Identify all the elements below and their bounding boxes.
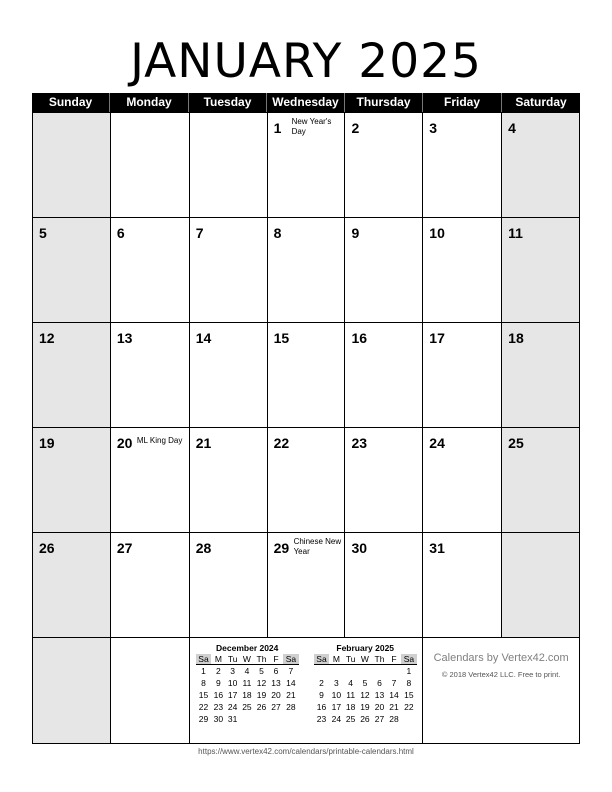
day-cell <box>423 323 502 428</box>
day-number: 29 <box>273 540 290 556</box>
day-cell <box>423 533 502 638</box>
mini-day <box>401 713 417 725</box>
brand-link[interactable]: Calendars by Vertex42.com <box>433 652 569 664</box>
mini-day: 1 <box>406 666 412 676</box>
mini-weekday-header: Th <box>254 654 269 665</box>
day-number: 22 <box>273 435 290 451</box>
day-cell <box>111 323 190 428</box>
mini-day: 22 <box>198 702 209 712</box>
weekday-wednesday: Wednesday <box>267 93 345 112</box>
mini-day: 3 <box>230 666 236 676</box>
mini-day: 14 <box>286 678 296 688</box>
holiday-note: Chinese New Year <box>293 537 342 556</box>
day-number: 24 <box>429 435 445 451</box>
weekday-sunday: Sunday <box>32 93 110 112</box>
calendar-grid <box>32 112 580 744</box>
day-cell <box>33 428 111 533</box>
mini-day: 5 <box>259 666 264 676</box>
mini-weekday-header: Sa <box>196 654 212 665</box>
day-cell <box>345 113 423 218</box>
copyright-text: © 2018 Vertex42 LLC. Free to print. <box>441 670 561 679</box>
mini-day: 10 <box>331 690 342 700</box>
day-cell <box>111 113 190 218</box>
mini-day: 12 <box>256 678 267 688</box>
mini-day: 26 <box>256 702 267 712</box>
mini-weekday-header: M <box>329 654 343 665</box>
day-number: 27 <box>116 540 133 556</box>
mini-day <box>240 713 254 725</box>
day-number: 1 <box>273 120 282 136</box>
mini-weekday-header: Tu <box>343 654 357 665</box>
day-cell <box>190 533 268 638</box>
mini-weekday-header: Sa <box>401 654 417 665</box>
mini-day: 21 <box>286 690 296 700</box>
day-number: 26 <box>39 540 55 556</box>
mini-day: 12 <box>360 690 370 700</box>
mini-day: 1 <box>201 666 206 676</box>
day-cell <box>268 533 346 638</box>
day-number: 12 <box>39 330 55 346</box>
mini-weekday-header: Sa <box>314 654 330 665</box>
mini-day: 2 <box>216 666 221 676</box>
mini-weekday-header: W <box>240 654 254 665</box>
mini-weekday-header: Sa <box>283 654 299 665</box>
day-cell <box>502 113 580 218</box>
day-number: 6 <box>116 225 125 241</box>
day-number: 30 <box>351 540 368 556</box>
day-cell <box>502 428 580 533</box>
mini-day: 8 <box>201 678 206 688</box>
day-number: 3 <box>429 120 438 136</box>
weekday-header-row <box>32 93 580 112</box>
footer-empty-cell <box>33 638 111 744</box>
mini-day: 28 <box>389 714 399 724</box>
mini-day: 8 <box>406 678 412 688</box>
day-cell <box>268 218 346 323</box>
day-cell <box>33 218 111 323</box>
mini-day: 2 <box>319 678 324 688</box>
day-number: 16 <box>351 330 368 346</box>
mini-calendar-title: February 2025 <box>336 643 395 653</box>
day-cell <box>190 428 268 533</box>
mini-weekday-header: Th <box>372 654 387 665</box>
day-cell <box>502 323 580 428</box>
mini-day <box>283 713 299 725</box>
mini-day: 15 <box>404 690 414 700</box>
mini-day: 10 <box>227 678 238 688</box>
week-row <box>33 533 580 638</box>
footer-empty-cell <box>111 638 190 744</box>
mini-day: 7 <box>391 678 397 688</box>
mini-calendar <box>196 643 299 725</box>
mini-day: 27 <box>271 702 281 712</box>
mini-day: 23 <box>213 702 224 712</box>
day-cell <box>423 428 502 533</box>
day-number: 8 <box>273 225 282 241</box>
day-number: 7 <box>195 225 204 241</box>
week-row <box>33 323 580 428</box>
mini-day: 22 <box>404 702 414 712</box>
mini-day: 9 <box>319 690 324 700</box>
day-cell <box>111 428 190 533</box>
mini-day: 17 <box>331 702 342 712</box>
day-number: 28 <box>195 540 212 556</box>
mini-day: 16 <box>316 702 327 712</box>
mini-day: 11 <box>346 690 356 700</box>
mini-calendars-cell <box>190 638 424 744</box>
mini-day: 3 <box>334 678 339 688</box>
day-cell <box>423 113 502 218</box>
mini-day: 20 <box>374 702 385 712</box>
day-cell <box>345 218 423 323</box>
day-number: 10 <box>429 225 445 241</box>
mini-day: 25 <box>242 702 252 712</box>
mini-day: 24 <box>331 714 342 724</box>
day-number: 14 <box>195 330 212 346</box>
mini-weekday-header: F <box>269 654 283 665</box>
mini-day: 19 <box>360 702 370 712</box>
branding-cell <box>423 638 580 744</box>
mini-day: 23 <box>316 714 327 724</box>
day-number: 13 <box>116 330 133 346</box>
mini-day <box>269 713 283 725</box>
mini-day: 27 <box>374 714 385 724</box>
day-number: 21 <box>195 435 212 451</box>
week-row <box>33 113 580 218</box>
mini-day <box>254 713 269 725</box>
weekday-saturday: Saturday <box>515 95 567 109</box>
day-number: 15 <box>273 330 290 346</box>
mini-day: 28 <box>286 702 296 712</box>
day-number: 23 <box>351 435 368 451</box>
mini-day <box>314 665 330 678</box>
day-cell <box>502 218 580 323</box>
mini-weekday-header: Tu <box>225 654 239 665</box>
mini-day: 6 <box>377 678 382 688</box>
day-cell <box>111 218 190 323</box>
day-number: 9 <box>351 225 360 241</box>
day-cell <box>268 428 346 533</box>
day-cell <box>111 533 190 638</box>
week-row <box>33 218 580 323</box>
holiday-note: New Year's Day <box>291 117 332 136</box>
mini-calendar <box>314 643 417 725</box>
mini-day: 31 <box>227 714 238 724</box>
mini-day: 16 <box>213 690 224 700</box>
weekday-friday: Friday <box>423 93 502 112</box>
mini-weekday-header: M <box>211 654 225 665</box>
mini-day: 9 <box>216 678 221 688</box>
week-row <box>33 428 580 533</box>
day-cell <box>33 323 111 428</box>
mini-day: 21 <box>389 702 399 712</box>
mini-day: 13 <box>271 678 281 688</box>
mini-day: 19 <box>256 690 267 700</box>
day-cell <box>33 113 111 218</box>
day-number: 17 <box>429 330 445 346</box>
mini-day <box>343 665 357 678</box>
day-number: 4 <box>508 120 516 136</box>
mini-day: 17 <box>227 690 238 700</box>
day-cell <box>502 533 580 638</box>
day-cell <box>190 113 268 218</box>
day-cell <box>423 218 502 323</box>
mini-day: 25 <box>345 714 356 724</box>
mini-day: 5 <box>362 678 368 688</box>
day-number: 2 <box>351 120 360 136</box>
day-number: 19 <box>39 435 55 451</box>
mini-day: 13 <box>374 690 385 700</box>
day-cell <box>345 323 423 428</box>
mini-weekday-header: F <box>387 654 401 665</box>
source-url[interactable]: https://www.vertex42.com/calendars/printable-calendars.html <box>198 747 414 756</box>
footer-row <box>33 638 580 744</box>
mini-day: 4 <box>244 666 250 676</box>
weekday-thursday: Thursday <box>345 93 423 112</box>
mini-day <box>358 665 372 678</box>
day-number: 25 <box>508 435 524 451</box>
mini-day: 20 <box>271 690 281 700</box>
mini-day: 11 <box>242 678 252 688</box>
mini-calendar-title: December 2024 <box>216 643 279 653</box>
mini-day: 6 <box>273 666 279 676</box>
mini-day: 15 <box>198 690 209 700</box>
mini-day <box>387 665 401 678</box>
mini-weekday-header: W <box>358 654 372 665</box>
holiday-note: ML King Day <box>136 436 183 445</box>
day-cell <box>268 113 346 218</box>
day-number: 20 <box>116 435 133 451</box>
day-number: 11 <box>508 225 523 241</box>
day-cell <box>190 323 268 428</box>
mini-day <box>372 665 387 678</box>
calendar-title: JANUARY 2025 <box>130 34 482 89</box>
mini-day: 7 <box>288 666 294 676</box>
day-cell <box>268 323 346 428</box>
weekday-tuesday: Tuesday <box>189 93 267 112</box>
day-cell <box>190 218 268 323</box>
mini-day: 26 <box>360 714 370 724</box>
mini-day: 18 <box>242 690 252 700</box>
mini-day: 14 <box>389 690 399 700</box>
weekday-monday: Monday <box>110 93 189 112</box>
mini-day <box>329 665 343 678</box>
mini-day: 18 <box>345 702 356 712</box>
mini-day: 24 <box>227 702 238 712</box>
day-number: 5 <box>39 225 47 241</box>
day-number: 18 <box>508 330 524 346</box>
day-cell <box>345 428 423 533</box>
mini-day: 30 <box>213 714 224 724</box>
mini-day: 29 <box>198 714 209 724</box>
mini-day: 4 <box>348 678 354 688</box>
day-cell <box>345 533 423 638</box>
day-number: 31 <box>429 540 445 556</box>
day-cell <box>33 533 111 638</box>
